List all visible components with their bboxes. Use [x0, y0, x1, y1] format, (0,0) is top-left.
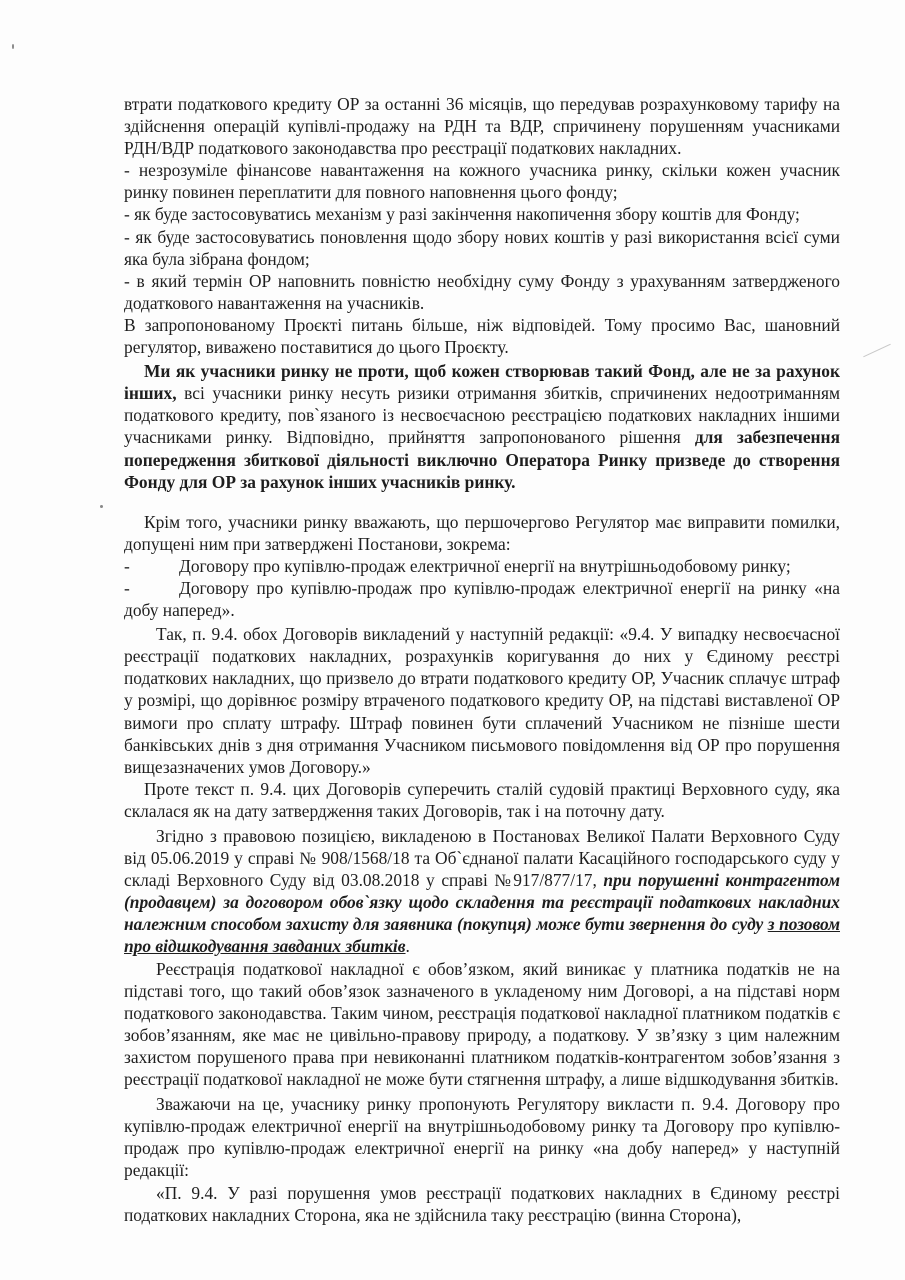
bold-conclusion: для забезпечення попередження збиткової діяльності виключно Оператора Ринку призведе до створення Фонду для ОР за рахунок інших учасників ринку. — [124, 427, 840, 492]
paragraph: Реєстрація податкової накладної є обов’язком, який виникає у платника податків не на підставі того, що такий обов’язок зазначеного в укладеному ним Договорі, а на підставі норм податкового законодавства. Таким чином, реєстрація податкової накладної платником податків є зобов’язанням, яке має не цивільно-правову природу, а податкову. У зв’язку з цим належним захистом порушеного права при невиконанні платником податків-контрагентом зобов’язання з реєстрації податкової накладної не може бути стягнення штрафу, а лише відшкодування збитків. — [124, 958, 840, 1090]
plain-text: Згідно з правовою позицією, викладеною в Постановах Великої Палати Верховного Суду від 05.06.2019 у справі № 908/1568/18 та Об`єднаної палати Касаційного господарського суду у складі Верховного Суду від 03.08.2018 у справі №917/877/17, — [124, 826, 840, 891]
underlined-text: з позовом про відшкодування завданих збитків — [124, 914, 840, 957]
paragraph: втрати податкового кредиту ОР за останні 36 місяців, що передував розрахунковому тарифу на здійснення операцій купівлі-продажу на РДН та ВДР, спричинену порушенням учасниками РДН/ВДР податкового законодавства про реєстрації податкових накладних. — [124, 94, 840, 159]
list-item-text-continued: добу наперед». — [124, 600, 235, 621]
plain-text: . — [405, 936, 410, 957]
list-item — [124, 577, 840, 621]
bullet-item: - в який термін ОР наповнить повністю необхідну суму Фонду з урахуванням затвердженого додаткового навантаження на учасників. — [124, 270, 840, 313]
bold-italic-text: при порушенні контрагентом (продавцем) за договором обов`язку щодо складення та реєстрації податкових накладних належним способом захисту для заявника (покупця) може бути звернення до суду — [124, 870, 840, 935]
scan-speck — [100, 505, 103, 508]
paragraph-fund-position — [124, 360, 840, 493]
paragraph: Так, п. 9.4. обох Договорів викладений у наступній редакції: «9.4. У випадку несвоєчасної реєстрації податкових накладних, розрахунків коригування до них у Єдиному реєстрі податкових накладних, що призвело до втрати податкового кредиту ОР, Учасник сплачує штраф у розмірі, що дорівнює розміру втраченого податкового кредиту ОР, на підставі виставленої ОР вимоги про сплату штрафу. Штраф повинен бути сплачений Учасником не пізніше шести банківських днів з дня отримання Учасником письмового повідомлення від ОР про порушення вищезазначених умов Договору.» — [124, 624, 840, 777]
dash-marker: - — [124, 555, 130, 576]
list-item-text: Договору про купівлю-продаж про купівлю-продаж електричної енергії на ринку «на — [179, 577, 840, 598]
paragraph-court-position — [124, 825, 840, 958]
paragraph: Зважаючи на це, учаснику ринку пропонують Регулятору викласти п. 9.4. Договору про купівлю-продаж електричної енергії на внутрішньодобовому ринку та Договору про купівлю-продаж про купівлю-продаж електричної енергії на ринку «на добу наперед» у наступній редакції: — [124, 1094, 840, 1181]
bullet-item: - як буде застосовуватись механізм у разі закінчення накопичення збору коштів для Фонду; — [124, 204, 800, 225]
bullet-item: - як буде застосовуватись поновлення щодо збору нових коштів у разі використання всієї суми яка була зібрана фондом; — [124, 226, 840, 269]
document-body — [124, 93, 840, 1226]
scan-mark — [863, 344, 891, 358]
paragraph: «П. 9.4. У разі порушення умов реєстрації податкових накладних в Єдиному реєстрі податкових накладних Сторона, яка не здійснила таку реєстрацію (винна Сторона), — [124, 1182, 840, 1225]
bold-lead: Ми як учасники ринку не проти, щоб кожен створював такий Фонд, але не за рахунок інших, — [124, 361, 840, 404]
list-item — [124, 555, 840, 577]
paragraph: Проте текст п. 9.4. цих Договорів суперечить сталій судовій практиці Верховного суду, яка склалася як на дату затвердження таких Договорів, так і на поточну дату. — [124, 778, 840, 821]
paragraph: Крім того, учасники ринку вважають, що першочергово Регулятор має виправити помилки, допущені ним при затверджені Постанови, зокрема: — [124, 511, 840, 554]
dash-marker: - — [124, 577, 130, 598]
paragraph: В запропонованому Проєкті питань більше, ніж відповідей. Тому просимо Вас, шановний регулятор, виважено поставитися до цього Проєкту. — [124, 314, 840, 358]
scan-speck — [12, 44, 14, 49]
plain-text: всі учасники ринку несуть ризики отримання збитків, спричинених недоотриманням податкового кредиту, пов`язаного із несвоєчасною реєстрацією податкових накладних іншими учасниками ринку. Відповідно, прийняття запропонованого рішення — [124, 383, 840, 448]
list-item-text: Договору про купівлю-продаж електричної енергії на внутрішньодобовому ринку; — [179, 555, 791, 576]
bullet-item: - незрозуміле фінансове навантаження на кожного учасника ринку, скільки кожен учасник ринку повинен переплатити для повного наповнення цього фонду; — [124, 160, 840, 203]
